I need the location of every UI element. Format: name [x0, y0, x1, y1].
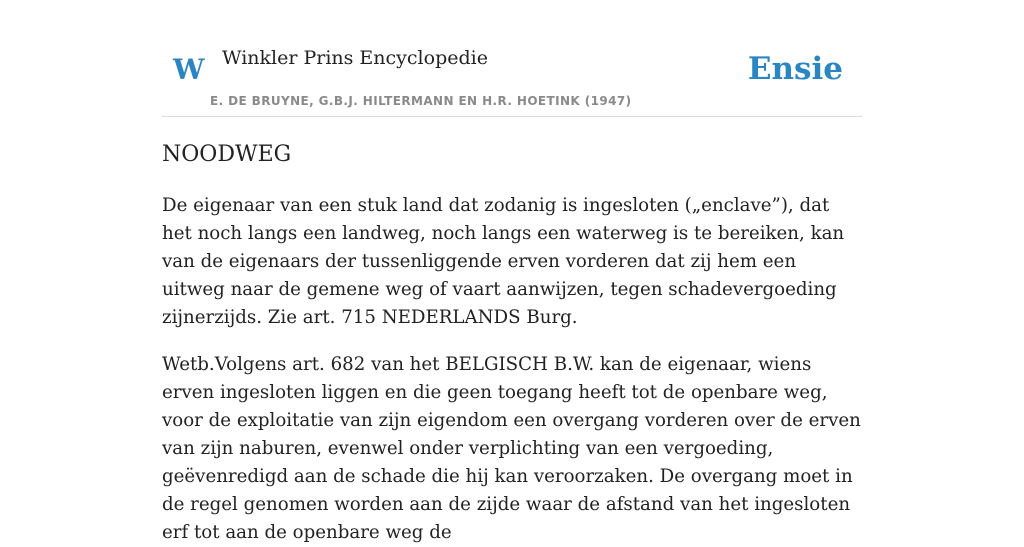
site-header	[162, 0, 862, 117]
article-paragraph: Wetb.Volgens art. 682 van het BELGISCH B.W. kan de eigenaar, wiens erven ingesloten liggen en die geen toegang heeft tot de openbare weg, voor de exploitatie van zijn eigendom een overgang vorderen over de erven van zijn naburen, evenwel onder verplichting van een vergoeding, geëvenredigd aan de schade die hij kan veroorzaken. De overgang moet in de regel genomen worden aan de zijde waar de afstand van het ingesloten erf tot aan de openbare weg de	[162, 354, 861, 543]
article-paragraph: De eigenaar van een stuk land dat zodanig is ingesloten („enclave”), dat het noch langs een landweg, noch langs een waterweg is te bereiken, kan van de eigenaars der tussenliggende erven vorderen dat zij hem een uitweg naar de gemene weg of vaart aanwijzen, tegen schadevergoeding zijnerzijds. Zie art. 715 NEDERLANDS Burg.	[162, 195, 845, 328]
ensie-logo[interactable]: Ensie	[747, 51, 843, 87]
authors-line: E. DE BRUYNE, G.B.J. HILTERMANN EN H.R. HOETINK (1947)	[210, 94, 632, 108]
content-container	[162, 0, 862, 543]
site-title[interactable]: Winkler Prins Encyclopedie	[222, 47, 488, 69]
entry-title: NOODWEG	[162, 142, 292, 167]
winkler-prins-logo[interactable]: W	[173, 53, 205, 86]
